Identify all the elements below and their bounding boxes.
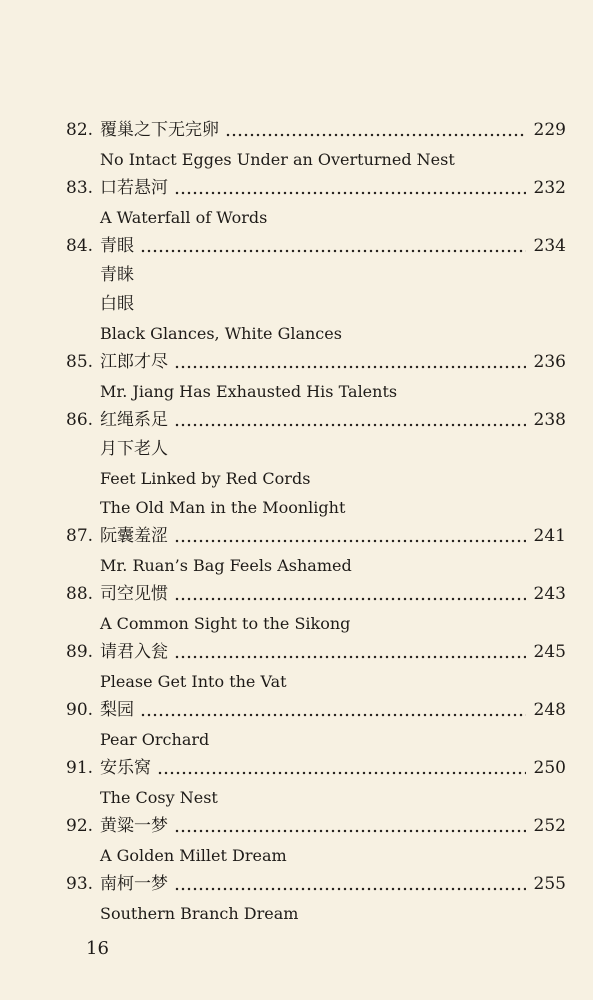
entry-translation: Black Glances, White Glances <box>100 324 342 343</box>
toc-entry <box>66 116 566 145</box>
dot-leader <box>174 580 526 609</box>
dot-leader <box>174 812 526 841</box>
entry-number: 82. <box>66 120 94 140</box>
entry-translation: Feet Linked by Red Cords <box>100 469 311 488</box>
entry-page: 255 <box>533 874 566 894</box>
entry-page: 234 <box>533 236 566 256</box>
dot-leader <box>157 754 526 783</box>
dot-leader <box>174 406 526 435</box>
entry-page: 236 <box>533 352 566 372</box>
entry-page: 252 <box>533 816 566 836</box>
entry-title: 黄粱一梦 <box>100 816 168 836</box>
entry-translation: A Golden Millet Dream <box>100 846 287 865</box>
entry-title: 青眼 <box>100 236 134 256</box>
entry-page: 245 <box>533 642 566 662</box>
entry-number: 91. <box>66 758 94 778</box>
entry-translation: No Intact Egges Under an Overturned Nest <box>100 150 455 169</box>
entry-page: 243 <box>533 584 566 604</box>
entry-title: 覆巢之下无完卵 <box>100 120 219 140</box>
entry-title: 江郎才尽 <box>100 352 168 372</box>
entry-page: 232 <box>533 178 566 198</box>
dot-leader <box>174 638 526 667</box>
toc-entry <box>66 696 566 725</box>
entry-title: 阮囊羞涩 <box>100 526 168 546</box>
entry-translation: A Common Sight to the Sikong <box>100 614 351 633</box>
table-of-contents <box>66 116 566 928</box>
entry-number: 83. <box>66 178 94 198</box>
entry-title: 红绳系足 <box>100 410 168 430</box>
entry-number: 86. <box>66 410 94 430</box>
dot-leader <box>174 174 526 203</box>
entry-translation: Pear Orchard <box>100 730 210 749</box>
toc-entry <box>66 232 566 261</box>
entry-translation: The Old Man in the Moonlight <box>100 498 346 517</box>
entry-translation: A Waterfall of Words <box>100 208 268 227</box>
entry-page: 248 <box>533 700 566 720</box>
entry-variant-title: 青睐 <box>100 265 134 285</box>
entry-number: 84. <box>66 236 94 256</box>
entry-title: 安乐窝 <box>100 758 151 778</box>
toc-entry <box>66 754 566 783</box>
dot-leader <box>174 348 526 377</box>
entry-title: 梨园 <box>100 700 134 720</box>
entry-number: 90. <box>66 700 94 720</box>
toc-entry <box>66 348 566 377</box>
dot-leader <box>225 116 526 145</box>
entry-translation: Please Get Into the Vat <box>100 672 287 691</box>
dot-leader <box>140 232 526 261</box>
toc-entry <box>66 870 566 899</box>
entry-page: 241 <box>533 526 566 546</box>
toc-entry <box>66 174 566 203</box>
entry-translation: Mr. Ruan’s Bag Feels Ashamed <box>100 556 352 575</box>
dot-leader <box>140 696 526 725</box>
entry-translation: Mr. Jiang Has Exhausted His Talents <box>100 382 398 401</box>
toc-entry <box>66 580 566 609</box>
toc-entry <box>66 406 566 435</box>
entry-title: 南柯一梦 <box>100 874 168 894</box>
entry-number: 93. <box>66 874 94 894</box>
entry-variant-title: 白眼 <box>100 294 134 314</box>
entry-translation: Southern Branch Dream <box>100 904 299 923</box>
entry-number: 87. <box>66 526 94 546</box>
toc-entry <box>66 812 566 841</box>
entry-number: 88. <box>66 584 94 604</box>
entry-translation: The Cosy Nest <box>100 788 218 807</box>
entry-title: 口若悬河 <box>100 178 168 198</box>
entry-title: 请君入瓮 <box>100 642 168 662</box>
entry-variant-title: 月下老人 <box>100 439 168 459</box>
dot-leader <box>174 522 526 551</box>
entry-title: 司空见惯 <box>100 584 168 604</box>
entry-number: 92. <box>66 816 94 836</box>
page-number: 16 <box>86 938 109 959</box>
entry-number: 85. <box>66 352 94 372</box>
entry-number: 89. <box>66 642 94 662</box>
dot-leader <box>174 870 526 899</box>
entry-page: 250 <box>533 758 566 778</box>
toc-entry <box>66 638 566 667</box>
entry-page: 238 <box>533 410 566 430</box>
toc-entry <box>66 522 566 551</box>
entry-page: 229 <box>533 120 566 140</box>
